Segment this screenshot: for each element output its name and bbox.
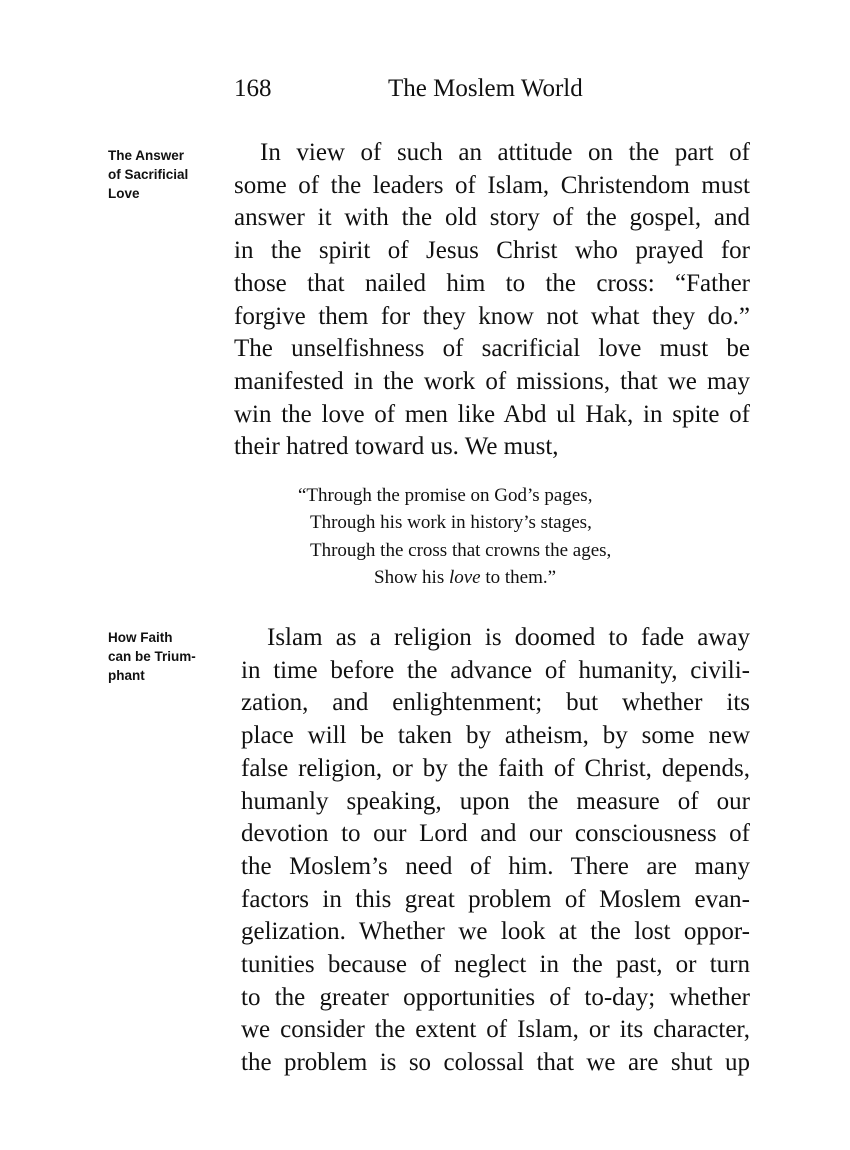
paragraph-line: some of the leaders of Islam, Christendom must <box>234 171 750 199</box>
poem-line-text: to them.” <box>480 566 557 588</box>
poem-line: Through his work in history’s stages, <box>310 512 592 534</box>
side-note-line: The Answer <box>108 148 185 163</box>
paragraph-line: in the spirit of Jesus Christ who prayed for <box>234 237 750 265</box>
poem-quotation <box>298 482 718 591</box>
side-note-line: of Sacrificial <box>108 167 189 182</box>
paragraph-line: tunities because of neglect in the past, or turn <box>241 951 750 979</box>
paragraph-line: place will be taken by atheism, by some new <box>241 722 750 750</box>
paragraph-line: their hatred toward us. We must, <box>234 433 559 461</box>
paragraph-line: devotion to our Lord and our consciousness of <box>241 820 750 848</box>
side-note-how-faith-can-be-triumphant <box>108 628 226 685</box>
paragraph-line: answer it with the old story of the gospel, and <box>234 204 750 232</box>
paragraph-line: In view of such an attitude on the part of <box>260 139 750 166</box>
paragraph-line: zation, and enlightenment; but whether its <box>241 689 750 717</box>
poem-line-text: Show his <box>374 566 449 588</box>
side-note-line: How Faith <box>108 630 173 645</box>
paragraph-line: the Moslem’s need of him. There are many <box>241 852 750 880</box>
side-note-line: can be Trium- <box>108 649 196 664</box>
paragraph-line: false religion, or by the faith of Christ, depends, <box>241 754 750 782</box>
paragraph-line: those that nailed him to the cross: “Father <box>234 269 750 297</box>
running-head: The Moslem World <box>388 75 583 102</box>
page-header <box>0 72 850 106</box>
paragraph-line: factors in this great problem of Moslem evan- <box>241 885 750 913</box>
paragraph-line: humanly speaking, upon the measure of our <box>241 787 750 815</box>
side-note-line: Love <box>108 186 140 201</box>
paragraph-line: to the greater opportunities of to-day; whether <box>241 983 750 1011</box>
page-number: 168 <box>234 75 272 102</box>
paragraph-line: win the love of men like Abd ul Hak, in spite of <box>234 400 750 428</box>
poem-line: Through the cross that crowns the ages, <box>310 539 612 561</box>
poem-italic-word: love <box>448 566 481 588</box>
paragraph-line: The unselfishness of sacrificial love must be <box>234 335 750 363</box>
paragraph-line: forgive them for they know not what they do.” <box>234 302 750 330</box>
side-note-line: phant <box>108 668 145 683</box>
paragraph-how-faith-triumphant <box>241 622 750 1080</box>
paragraph-line: Islam as a religion is doomed to fade away <box>267 624 750 651</box>
paragraph-line: in time before the advance of humanity, civili- <box>241 656 750 684</box>
paragraph-line: gelization. Whether we look at the lost oppor- <box>241 918 750 946</box>
paragraph-line: manifested in the work of missions, that we may <box>234 367 750 395</box>
paragraph-line: we consider the extent of Islam, or its character, <box>241 1016 750 1044</box>
poem-line: “Through the promise on God’s pages, <box>298 485 593 506</box>
paragraph-sacrificial-love <box>234 137 750 464</box>
side-note-answer-of-sacrificial-love <box>108 146 226 203</box>
poem-line <box>298 564 718 591</box>
paragraph-line: the problem is so colossal that we are shut up <box>241 1049 750 1077</box>
